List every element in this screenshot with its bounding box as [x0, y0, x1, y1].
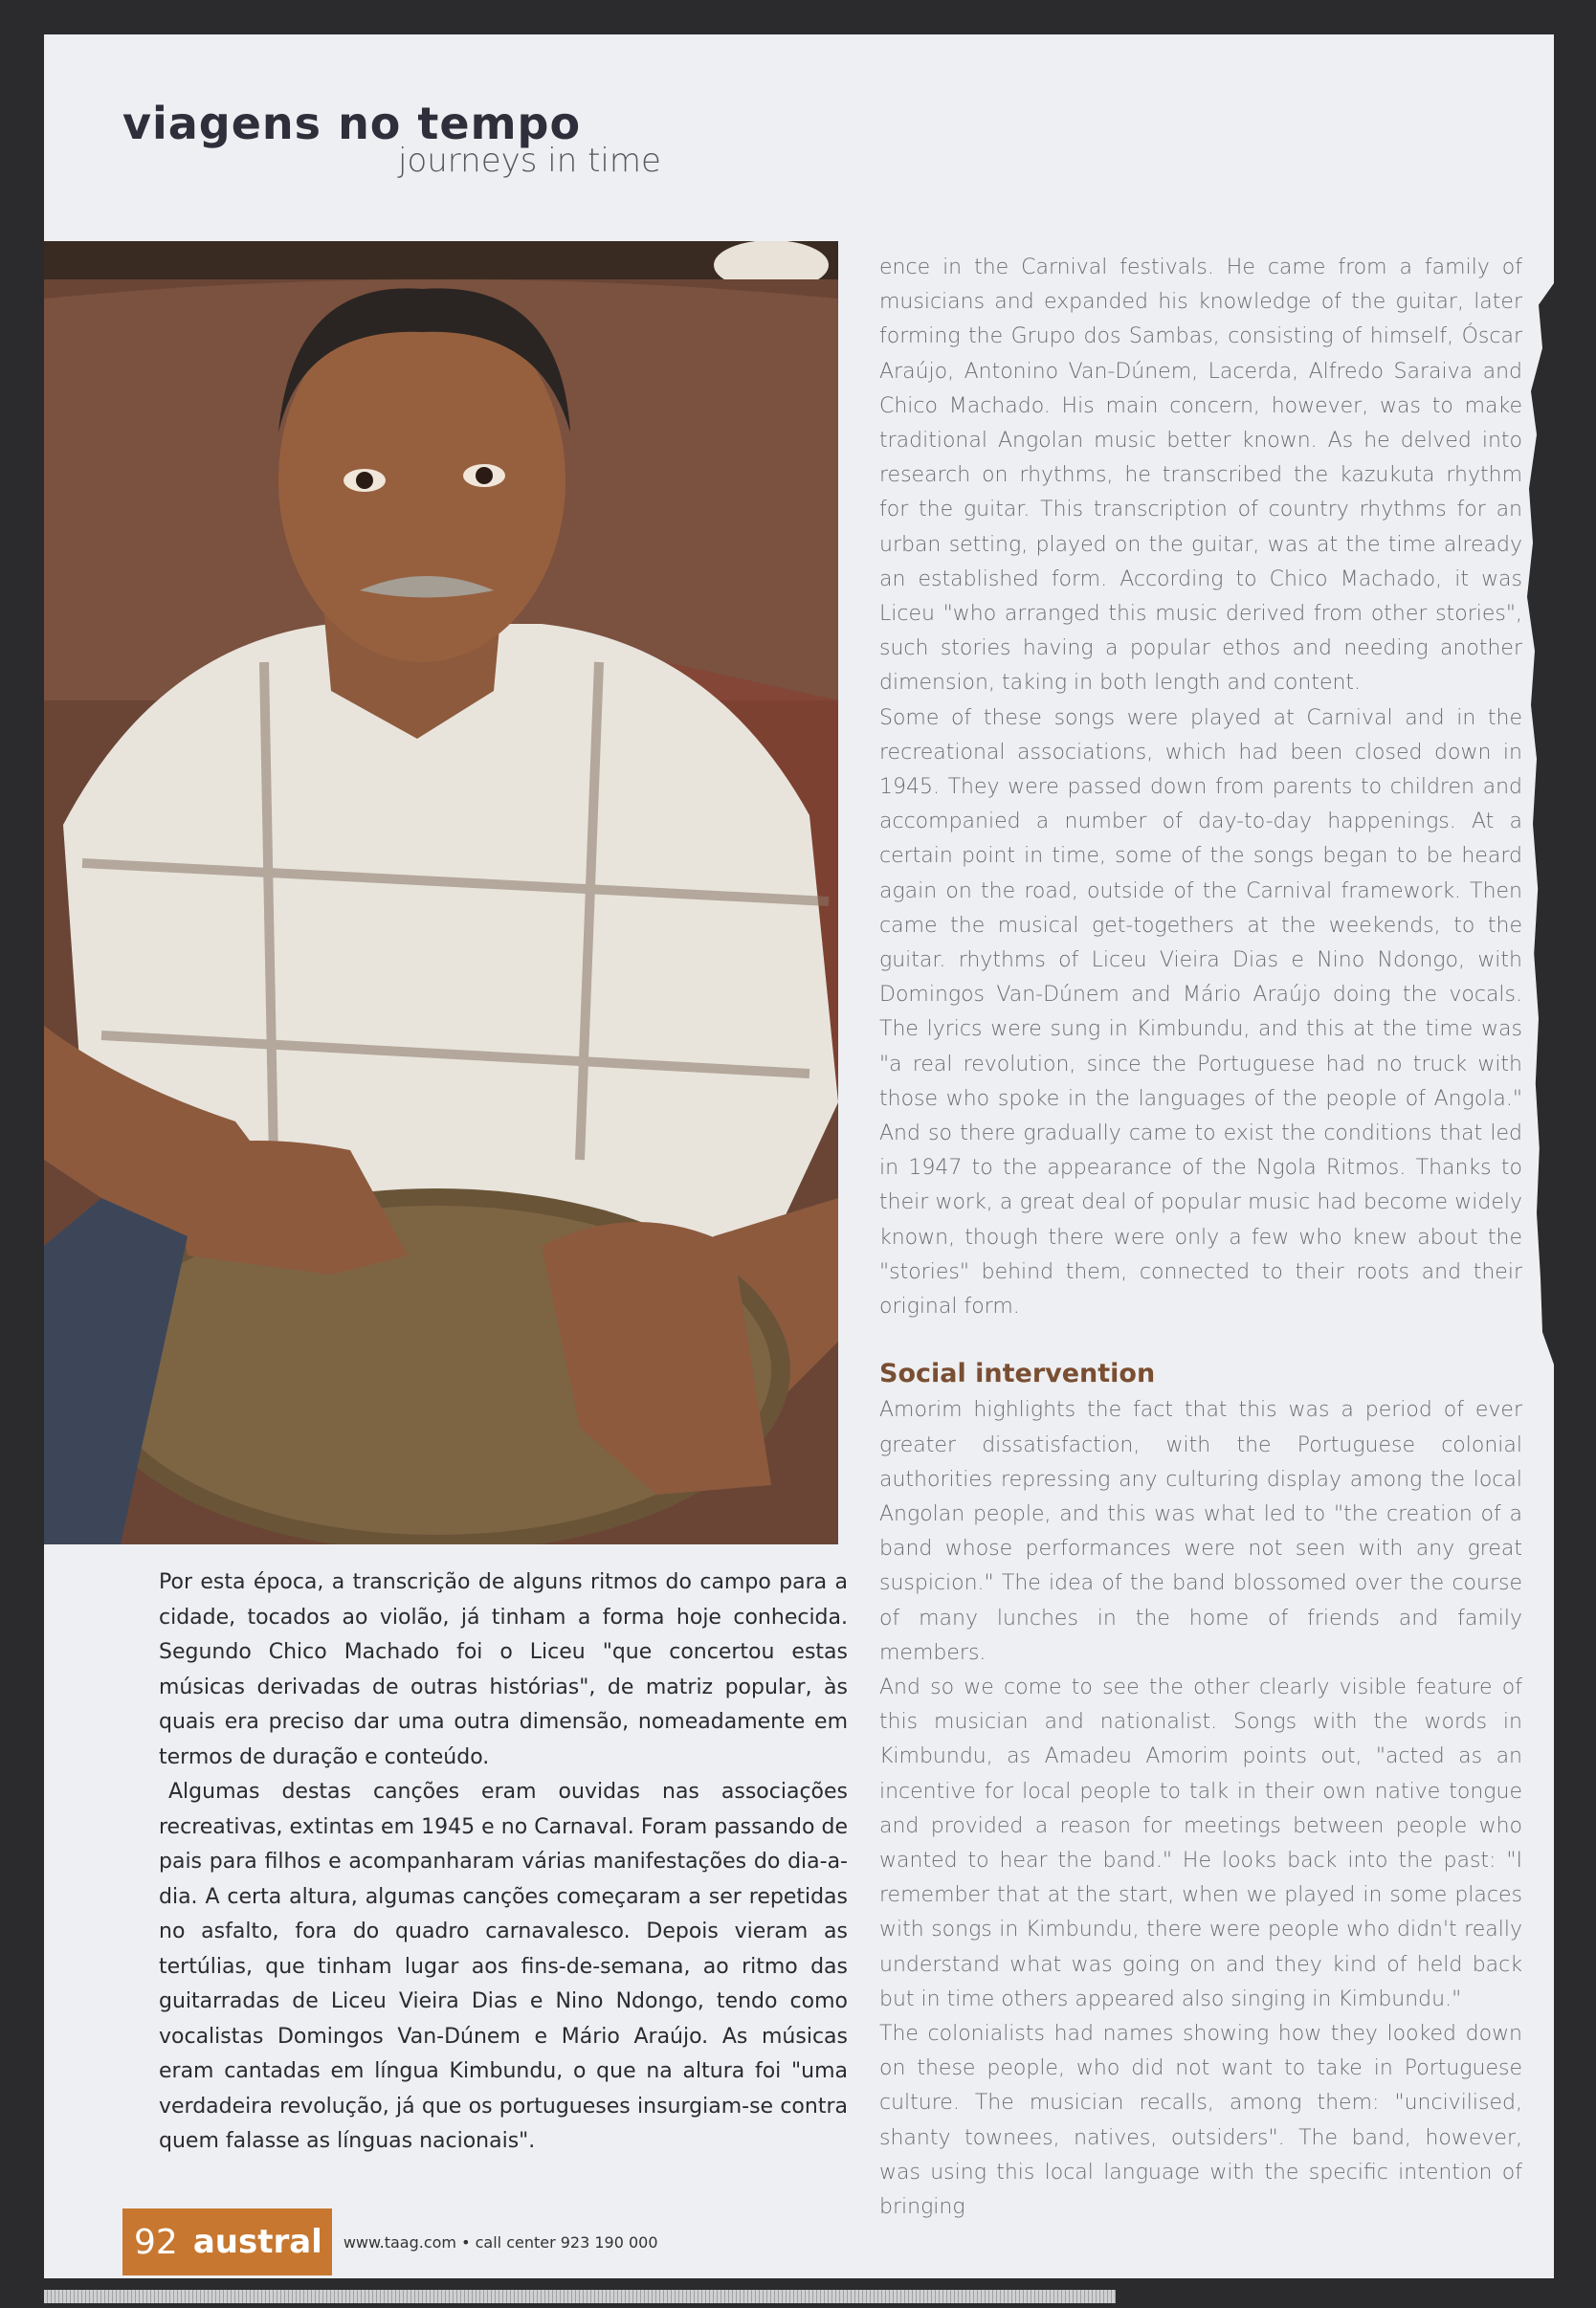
page-footer [122, 2208, 658, 2275]
magazine-logo: austral [189, 2208, 332, 2275]
en-paragraph: Amorim highlights the fact that this was a period of ever greater dissatisfaction, with the Portuguese colonial authorities repressing any culturing display among the local Angolan people, and this was what led to "the creation of a band whose performances were not seen with any great suspicion." The idea of the band blossomed over the course of many lunches in the home of friends and family members. [879, 1398, 1522, 1665]
portuguese-text-column [159, 1565, 848, 2160]
en-paragraph: The colonialists had names showing how they looked down on these people, who did not want to take in Portuguese culture. The musician recalls, among them: "uncivilised, shanty townees, natives, outsiders". The band, however, was using this local language with the specific intention of bringing [879, 2021, 1522, 2219]
pt-paragraph: Algumas destas canções eram ouvidas nas associações recreativas, extintas em 1945 e no Carnaval. Foram passando de pais para filhos e acompanharam várias manifestações do dia-a-dia. A certa altura, algumas canções começaram a ser repetidas no asfalto, fora do quadro carnavalesco. Depois vieram as tertúlias, que tinham lugar aos fins-de-semana, ao ritmo das guitarradas de Liceu Vieira Dias e Nino Ndongo, tendo como vocalistas Domingos Van-Dúnem e Mário Araújo. As músicas eram cantadas em língua Kimbundu, o que na altura foi "uma verdadeira revolução, já que os portugueses insurgiam-se contra quem falasse as línguas nacionais". [159, 1780, 848, 2153]
section-subtitle: journeys in time [398, 142, 661, 180]
portrait-illustration [44, 241, 838, 1544]
section-heading: Social intervention [879, 1359, 1156, 1389]
pt-paragraph: Por esta época, a transcrição de alguns ritmos do campo para a cidade, tocados ao violão, já tinham a forma hoje conhecida. Segundo Chico Machado foi o Liceu "que concertou estas músicas derivadas de outras histórias", de matriz popular, às quais era preciso dar uma outra dimensão, nomeadamente em termos de duração e conteúdo. [159, 1570, 848, 1769]
section-title: viagens no tempo [122, 98, 582, 149]
portrait-photo [44, 241, 838, 1544]
en-paragraph: ence in the Carnival festivals. He came from a family of musicians and expanded his knowledge of the guitar, later forming the Grupo dos Sambas, consisting of himself, Óscar Araújo, Antonino Van-Dúnem, Lacerda, Alfredo Saraiva and Chico Machado. His main concern, however, was to make traditional Angolan music better known. As he delved into research on rhythms, he transcribed the kazukuta rhythm for the guitar. This transcription of country rhythms for an urban setting, played on the guitar, was at the time already an established form. According to Chico Machado, it was Liceu "who arranged this music derived from other stories", such stories having a popular ethos and needing another dimension, taking in both length and content. [879, 255, 1522, 696]
footer-contact: www.taag.com • call center 923 190 000 [343, 2232, 658, 2252]
en-paragraph: And so we come to see the other clearly visible feature of this musician and nationalist. Songs with the words in Kimbundu, as Amadeu Amorim points out, "acted as an incentive for local people to talk in their own native tongue and provided a reason for meetings between people who wanted to hear the band." He looks back into the past: "I remember that at the start, when we played in some places with songs in Kimbundu, there were people who didn't really understand what was going on and they kind of held back but in time others appeared also singing in Kimbundu." [879, 1675, 1522, 2011]
magazine-page [44, 34, 1554, 2278]
page-number: 92 [122, 2208, 189, 2275]
en-paragraph: Some of these songs were played at Carnival and in the recreational associations, which had been closed down in 1945. They were passed down from parents to children and accompanied a number of day-to-day happenings. At a certain point in time, some of the songs began to be heard again on the road, outside of the Carnival framework. Then came the musical get-togethers at the weekends, to the guitar. rhythms of Liceu Vieira Dias e Nino Ndongo, with Domingos Van-Dúnem and Mário Araújo doing the vocals. The lyrics were sung in Kimbundu, and this at the time was "a real revolution, since the Portuguese had no truck with those who spoke in the languages of the people of Angola." And so there gradually came to exist the conditions that led in 1947 to the appearance of the Ngola Ritmos. Thanks to their work, a great deal of popular music had become widely known, though there were only a few who knew about the "stories" behind them, connected to their roots and their original form. [879, 705, 1522, 1320]
scan-ruler-strip [44, 2290, 1116, 2303]
english-text-column [879, 251, 1522, 2225]
